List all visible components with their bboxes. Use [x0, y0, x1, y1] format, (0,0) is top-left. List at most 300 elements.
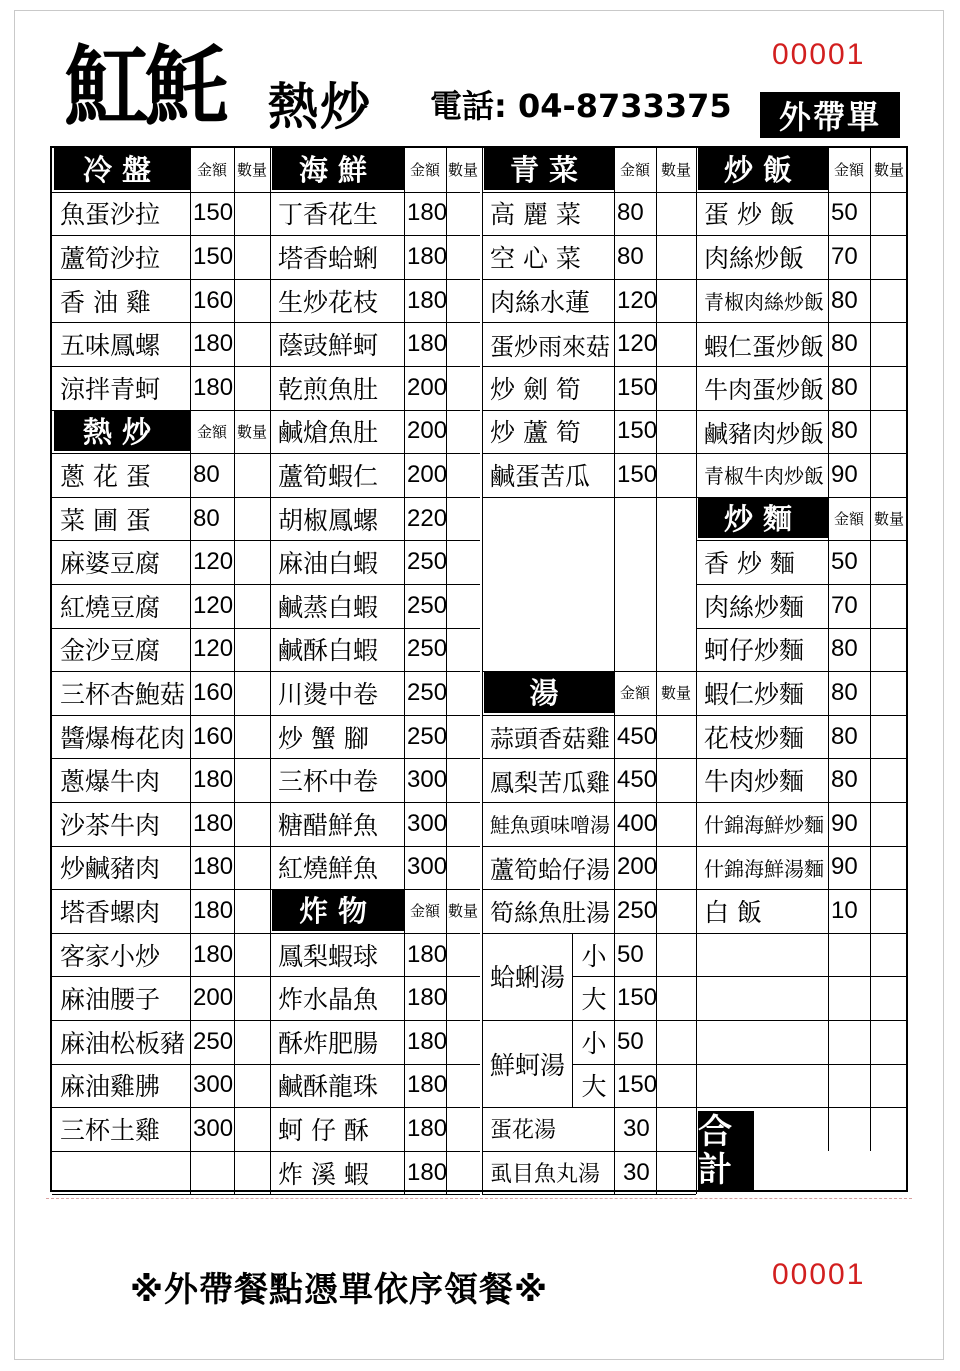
sized-soup-small: 小 — [581, 1028, 607, 1058]
stirfry-item-name: 三杯土雞 — [60, 1115, 161, 1145]
seafood-item-qty[interactable] — [446, 497, 480, 541]
seafood-item-name: 紅燒鮮魚 — [278, 854, 379, 884]
stirfry-item-price: 120 — [193, 591, 234, 619]
noodle-item-qty[interactable] — [870, 584, 908, 628]
seafood-item-name: 丁香花生 — [278, 200, 379, 230]
noodle-item-name: 什錦海鮮湯麵 — [704, 856, 824, 881]
stirfry-item-qty[interactable] — [234, 889, 270, 933]
row-divider — [270, 366, 480, 367]
cold-item-qty[interactable] — [234, 192, 270, 236]
stirfry-item-price: 180 — [193, 853, 234, 881]
stirfry-item-qty[interactable] — [234, 453, 270, 497]
rice-item-price: 90 — [831, 460, 858, 488]
row-divider — [52, 1194, 270, 1195]
cold-qty-label: 數量 — [236, 161, 267, 180]
cold-item-name: 蘆筍沙拉 — [60, 243, 161, 273]
noodle-item-price: 70 — [831, 591, 858, 619]
cold-item-qty[interactable] — [234, 366, 270, 410]
noodle-item-qty[interactable] — [870, 628, 908, 672]
row-divider — [52, 802, 270, 803]
row-divider — [696, 1020, 908, 1021]
fried-item-qty[interactable] — [446, 933, 480, 977]
row-divider — [572, 976, 696, 977]
rice-item-price: 50 — [831, 199, 858, 227]
extra-soup-price: 30 — [623, 1158, 650, 1186]
seafood-item-price: 250 — [407, 548, 448, 576]
stirfry-item-qty[interactable] — [234, 671, 270, 715]
stirfry-item-name: 沙茶牛肉 — [60, 810, 161, 840]
noodle-item-qty[interactable] — [870, 540, 908, 584]
noodle-item-name: 白 飯 — [704, 897, 762, 927]
row-divider — [270, 846, 480, 847]
rice-item-qty[interactable] — [870, 192, 908, 236]
row-divider — [482, 497, 696, 498]
soup-item-name: 鮭魚頭味噌湯 — [490, 813, 610, 838]
rice-item-price: 80 — [831, 373, 858, 401]
seafood-item-price: 200 — [407, 417, 448, 445]
row-divider — [696, 453, 908, 454]
total-amount-field[interactable] — [756, 1111, 906, 1194]
noodle-item-qty[interactable] — [870, 802, 908, 846]
row-divider — [52, 497, 270, 498]
soup-item-name: 筍絲魚肚湯 — [490, 899, 610, 928]
rice-item-qty[interactable] — [870, 410, 908, 454]
sized-soup-large: 大 — [581, 1072, 607, 1102]
soup-item-price: 450 — [617, 766, 658, 794]
soup-item-qty[interactable] — [656, 846, 696, 890]
brand-subtitle: 熱炒 — [268, 78, 372, 136]
noodle-qty-label: 數量 — [873, 510, 904, 529]
stirfry-item-price: 180 — [193, 766, 234, 794]
fried-item-price: 180 — [407, 1114, 448, 1142]
veg-item-qty[interactable] — [656, 322, 696, 366]
soup-header: 湯 — [484, 671, 614, 713]
noodle-item-price: 90 — [831, 853, 858, 881]
row-divider — [696, 976, 908, 977]
extra-soup-qty[interactable] — [656, 1151, 696, 1195]
noodle-item-qty[interactable] — [870, 758, 908, 802]
stirfry-item-qty[interactable] — [234, 584, 270, 628]
row-divider — [696, 802, 908, 803]
row-divider — [52, 889, 270, 890]
veg-header: 青菜 — [484, 148, 614, 190]
stirfry-item-name: 醬爆梅花肉 — [60, 723, 186, 753]
takeout-badge: 外帶單 — [760, 92, 900, 138]
stirfry-item-qty[interactable] — [234, 802, 270, 846]
row-divider — [482, 322, 696, 323]
cold-header: 冷盤 — [54, 148, 190, 190]
seafood-item-price: 250 — [407, 591, 448, 619]
sized-soup-small-qty[interactable] — [656, 933, 696, 977]
row-divider — [696, 279, 908, 280]
row-divider — [52, 976, 270, 977]
soup-item-price: 200 — [617, 853, 658, 881]
column-divider — [446, 148, 447, 1194]
stirfry-item-qty[interactable] — [234, 1107, 270, 1151]
sized-soup-large-qty[interactable] — [656, 1064, 696, 1108]
seafood-item-qty[interactable] — [446, 671, 480, 715]
row-divider — [696, 235, 908, 236]
extra-soup-name: 蛋花湯 — [490, 1118, 557, 1144]
row-divider — [482, 802, 696, 803]
seafood-item-qty[interactable] — [446, 540, 480, 584]
seafood-item-qty[interactable] — [446, 235, 480, 279]
sized-soup-large-qty[interactable] — [656, 976, 696, 1020]
row-divider — [270, 497, 480, 498]
sized-soup-small: 小 — [581, 941, 607, 971]
seafood-item-price: 180 — [407, 330, 448, 358]
seafood-item-qty[interactable] — [446, 846, 480, 890]
rice-item-name: 青椒肉絲炒飯 — [704, 290, 824, 315]
extra-soup-name: 虱目魚丸湯 — [490, 1162, 601, 1188]
seafood-item-qty[interactable] — [446, 322, 480, 366]
column-divider — [572, 933, 573, 1020]
row-divider — [52, 933, 270, 934]
sized-soup-large-price: 150 — [617, 1071, 658, 1099]
seafood-item-name: 蔭豉鮮蚵 — [278, 331, 379, 361]
phone-number — [430, 87, 732, 125]
stirfry-price-label: 金額 — [196, 422, 227, 441]
veg-item-name: 蛋炒雨來菇 — [490, 332, 610, 361]
seafood-item-qty[interactable] — [446, 758, 480, 802]
seafood-item-qty[interactable] — [446, 410, 480, 454]
row-divider — [696, 497, 908, 498]
noodle-item-name: 香 炒 麵 — [704, 549, 795, 579]
fried-qty-label: 數量 — [447, 902, 478, 921]
row-divider — [482, 235, 696, 236]
rice-item-price: 80 — [831, 286, 858, 314]
seafood-item-name: 塔香蛤蜊 — [278, 243, 379, 273]
seafood-item-price: 200 — [407, 373, 448, 401]
row-divider — [270, 1151, 480, 1152]
cold-item-qty[interactable] — [234, 322, 270, 366]
seafood-item-name: 蘆筍蝦仁 — [278, 461, 379, 491]
row-divider — [270, 410, 480, 411]
fried-item-name: 酥炸肥腸 — [278, 1028, 379, 1058]
seafood-item-name: 乾煎魚肚 — [278, 374, 379, 404]
rice-item-qty[interactable] — [870, 322, 908, 366]
row-divider — [52, 715, 270, 716]
row-divider — [270, 758, 480, 759]
rice-price-label: 金額 — [833, 161, 864, 180]
row-divider — [482, 758, 696, 759]
row-divider — [270, 453, 480, 454]
stirfry-item-qty[interactable] — [234, 1064, 270, 1108]
row-divider — [696, 715, 908, 716]
row-divider — [270, 279, 480, 280]
column-divider — [870, 148, 871, 1151]
rice-item-price: 80 — [831, 330, 858, 358]
stirfry-item-name: 紅燒豆腐 — [60, 592, 161, 622]
seafood-item-qty[interactable] — [446, 192, 480, 236]
soup-item-name: 蒜頭香菇雞 — [490, 725, 610, 754]
menu-grid — [50, 146, 908, 1192]
row-divider — [52, 540, 270, 541]
fried-item-qty[interactable] — [446, 1020, 480, 1064]
row-divider — [696, 322, 908, 323]
row-divider — [52, 1151, 270, 1152]
soup-item-qty[interactable] — [656, 758, 696, 802]
seafood-item-qty[interactable] — [446, 628, 480, 672]
row-divider — [270, 584, 480, 585]
cold-item-name: 香 油 雞 — [60, 287, 151, 317]
seafood-price-label: 金額 — [409, 161, 440, 180]
row-divider — [52, 584, 270, 585]
fried-item-name: 鳳梨蝦球 — [278, 941, 379, 971]
row-divider — [52, 1107, 270, 1108]
sized-soup-name: 鮮蚵湯 — [490, 1050, 566, 1080]
fried-price-label: 金額 — [409, 902, 440, 921]
noodle-item-name: 什錦海鮮炒麵 — [704, 813, 824, 838]
row-divider — [696, 410, 908, 411]
row-divider — [270, 192, 480, 193]
column-divider — [656, 148, 657, 1194]
seafood-qty-label: 數量 — [447, 161, 478, 180]
row-divider — [270, 889, 480, 890]
row-divider — [696, 366, 908, 367]
noodle-item-name: 蝦仁炒麵 — [704, 679, 805, 709]
soup-item-price: 250 — [617, 896, 658, 924]
row-divider — [696, 1064, 908, 1065]
fried-item-name: 炸 溪 蝦 — [278, 1159, 369, 1189]
soup-item-qty[interactable] — [656, 715, 696, 759]
rice-item-name: 蛋 炒 飯 — [704, 200, 795, 230]
stirfry-item-price: 180 — [193, 896, 234, 924]
row-divider — [696, 584, 908, 585]
row-divider — [52, 192, 270, 193]
rice-item-name: 青椒牛肉炒飯 — [704, 464, 824, 489]
stirfry-item-qty[interactable] — [234, 758, 270, 802]
stirfry-item-qty[interactable] — [234, 628, 270, 672]
stirfry-item-name: 金沙豆腐 — [60, 636, 161, 666]
brand-logo: 魟魠 — [64, 36, 224, 137]
cold-item-qty[interactable] — [234, 235, 270, 279]
stirfry-item-name: 菜 圃 蛋 — [60, 505, 151, 535]
row-divider — [270, 715, 480, 716]
veg-item-name: 高 麗 菜 — [490, 200, 581, 230]
seafood-item-name: 生炒花枝 — [278, 287, 379, 317]
soup-price-label: 金額 — [619, 684, 650, 703]
row-divider — [270, 540, 480, 541]
stirfry-item-name: 蔥爆牛肉 — [60, 767, 161, 797]
row-divider — [52, 846, 270, 847]
veg-price-label: 金額 — [619, 161, 650, 180]
cold-item-price: 180 — [193, 330, 234, 358]
stirfry-item-name: 塔香螺肉 — [60, 897, 161, 927]
column-divider — [614, 148, 615, 1194]
cold-item-price: 150 — [193, 199, 234, 227]
seafood-item-qty[interactable] — [446, 802, 480, 846]
seafood-item-name: 炒 蟹 腳 — [278, 723, 369, 753]
veg-item-qty[interactable] — [656, 453, 696, 497]
veg-item-qty[interactable] — [656, 192, 696, 236]
stirfry-item-name: 蔥 花 蛋 — [60, 461, 151, 491]
seafood-item-price: 300 — [407, 809, 448, 837]
fried-header: 炸物 — [272, 889, 404, 931]
row-divider — [696, 192, 908, 193]
soup-item-name: 鳳梨苦瓜雞 — [490, 768, 610, 797]
row-divider — [482, 192, 696, 193]
row-divider — [270, 235, 480, 236]
veg-item-name: 鹹蛋苦瓜 — [490, 461, 591, 491]
veg-item-qty[interactable] — [656, 410, 696, 454]
noodle-item-name: 肉絲炒麵 — [704, 592, 805, 622]
fried-item-qty[interactable] — [446, 1151, 480, 1195]
veg-item-price: 150 — [617, 373, 658, 401]
soup-qty-label: 數量 — [660, 684, 691, 703]
phone-value: 04-8733375 — [517, 87, 732, 125]
veg-item-name: 炒 劍 筍 — [490, 374, 581, 404]
noodle-item-qty[interactable] — [870, 889, 908, 933]
noodle-item-qty[interactable] — [870, 715, 908, 759]
extra-soup-qty[interactable] — [656, 1107, 696, 1151]
stirfry-item-qty[interactable] — [234, 715, 270, 759]
row-divider — [482, 453, 696, 454]
noodle-price-label: 金額 — [833, 510, 864, 529]
noodle-item-price: 90 — [831, 809, 858, 837]
soup-item-qty[interactable] — [656, 802, 696, 846]
seafood-item-name: 胡椒鳳螺 — [278, 505, 379, 535]
veg-item-qty[interactable] — [656, 366, 696, 410]
fried-item-qty[interactable] — [446, 976, 480, 1020]
row-divider — [52, 1064, 270, 1065]
row-divider — [482, 410, 696, 411]
total-label: 合計 — [698, 1111, 754, 1192]
column-divider — [828, 148, 829, 1151]
veg-item-qty[interactable] — [656, 279, 696, 323]
column-divider — [404, 148, 405, 1194]
seafood-item-qty[interactable] — [446, 715, 480, 759]
cold-item-name: 五味鳳螺 — [60, 331, 161, 361]
row-divider — [696, 933, 908, 934]
row-divider — [270, 1064, 480, 1065]
fried-item-price: 180 — [407, 1158, 448, 1186]
veg-item-price: 80 — [617, 242, 644, 270]
row-divider — [270, 1020, 480, 1021]
veg-item-price: 120 — [617, 286, 658, 314]
row-divider — [52, 1020, 270, 1021]
fried-item-name: 炸水晶魚 — [278, 985, 379, 1015]
rice-item-qty[interactable] — [870, 235, 908, 279]
row-divider — [696, 671, 908, 672]
row-divider — [52, 628, 270, 629]
veg-qty-label: 數量 — [660, 161, 691, 180]
row-divider — [696, 889, 908, 890]
noodle-item-price: 80 — [831, 722, 858, 750]
rice-item-name: 肉絲炒飯 — [704, 243, 805, 273]
row-divider — [52, 453, 270, 454]
row-divider — [696, 540, 908, 541]
stirfry-item-price: 80 — [193, 504, 220, 532]
stirfry-item-qty[interactable] — [234, 540, 270, 584]
row-divider — [572, 1064, 696, 1065]
stirfry-item-qty[interactable] — [234, 846, 270, 890]
soup-item-price: 450 — [617, 722, 658, 750]
sized-soup-large: 大 — [581, 985, 607, 1015]
stirfry-item-name: 炒鹹豬肉 — [60, 854, 161, 884]
footer-note: ※外帶餐點憑單依序領餐※ — [130, 1270, 549, 1310]
noodle-item-qty[interactable] — [870, 671, 908, 715]
row-divider — [52, 758, 270, 759]
row-divider — [52, 279, 270, 280]
veg-item-name: 炒 蘆 筍 — [490, 418, 581, 448]
rice-item-price: 70 — [831, 242, 858, 270]
rice-item-price: 80 — [831, 417, 858, 445]
seafood-item-qty[interactable] — [446, 584, 480, 628]
sized-soup-name: 蛤蜊湯 — [490, 963, 566, 993]
stirfry-item-name: 麻婆豆腐 — [60, 549, 161, 579]
rice-item-qty[interactable] — [870, 366, 908, 410]
serial-number-top: 00001 — [772, 38, 866, 71]
phone-label: 電話: — [430, 87, 507, 125]
row-divider — [52, 410, 270, 411]
noodle-item-name: 蚵仔炒麵 — [704, 636, 805, 666]
soup-item-price: 400 — [617, 809, 658, 837]
rice-item-name: 鹹豬肉炒飯 — [704, 419, 824, 448]
fried-item-price: 180 — [407, 984, 448, 1012]
seafood-item-price: 200 — [407, 460, 448, 488]
stirfry-item-name: 麻油雞胇 — [60, 1072, 161, 1102]
row-divider — [270, 1107, 480, 1108]
fried-item-qty[interactable] — [446, 1064, 480, 1108]
seafood-item-qty[interactable] — [446, 366, 480, 410]
noodle-item-price: 80 — [831, 678, 858, 706]
fried-item-price: 180 — [407, 1027, 448, 1055]
stirfry-item-price: 250 — [193, 1027, 234, 1055]
stirfry-item-price: 160 — [193, 722, 234, 750]
cold-item-price: 160 — [193, 286, 234, 314]
extra-soup-price: 30 — [623, 1114, 650, 1142]
rice-item-qty[interactable] — [870, 453, 908, 497]
soup-item-qty[interactable] — [656, 889, 696, 933]
cold-item-qty[interactable] — [234, 279, 270, 323]
stirfry-item-price: 300 — [193, 1114, 234, 1142]
fried-item-price: 180 — [407, 1071, 448, 1099]
noodle-item-qty[interactable] — [870, 846, 908, 890]
rice-qty-label: 數量 — [873, 161, 904, 180]
seafood-item-name: 鹹蒸白蝦 — [278, 592, 379, 622]
cold-item-price: 180 — [193, 373, 234, 401]
stirfry-item-price: 200 — [193, 984, 234, 1012]
stirfry-item-qty[interactable] — [234, 497, 270, 541]
stirfry-item-name: 麻油松板豬 — [60, 1028, 186, 1058]
sized-soup-small-qty[interactable] — [656, 1020, 696, 1064]
stirfry-item-qty[interactable] — [234, 1020, 270, 1064]
stirfry-item-price: 180 — [193, 809, 234, 837]
row-divider — [482, 846, 696, 847]
row-divider — [696, 758, 908, 759]
rice-item-qty[interactable] — [870, 279, 908, 323]
noodle-item-price: 80 — [831, 766, 858, 794]
column-divider — [696, 148, 697, 1194]
stirfry-item-qty[interactable] — [234, 976, 270, 1020]
seafood-item-name: 三杯中卷 — [278, 767, 379, 797]
seafood-item-qty[interactable] — [446, 279, 480, 323]
seafood-item-price: 250 — [407, 678, 448, 706]
veg-item-qty[interactable] — [656, 235, 696, 279]
veg-item-name: 肉絲水蓮 — [490, 287, 591, 317]
row-divider — [482, 889, 696, 890]
row-divider — [270, 976, 480, 977]
stirfry-item-price: 120 — [193, 635, 234, 663]
cold-price-label: 金額 — [196, 161, 227, 180]
noodle-item-name: 花枝炒麵 — [704, 723, 805, 753]
column-divider — [190, 148, 191, 1194]
seafood-item-qty[interactable] — [446, 453, 480, 497]
fried-item-qty[interactable] — [446, 1107, 480, 1151]
stirfry-item-qty[interactable] — [234, 933, 270, 977]
cold-item-name: 涼拌青蚵 — [60, 374, 161, 404]
